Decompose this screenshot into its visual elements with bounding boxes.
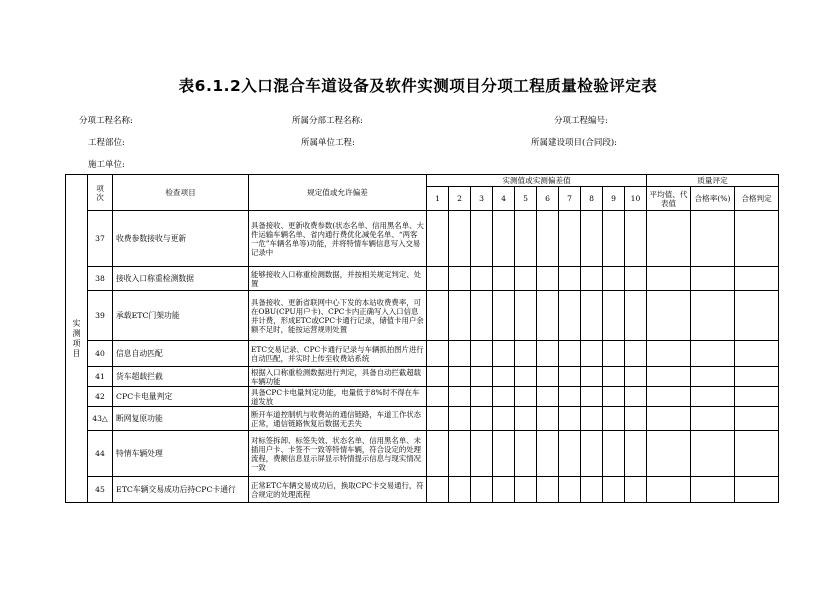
measured-value-cell[interactable] bbox=[625, 341, 647, 367]
measured-value-cell[interactable] bbox=[449, 291, 471, 341]
spec-text: ETC交易记录、CPC卡通行记录与车辆抓拍图片进行自动匹配，并实时上传至收费站系统 bbox=[249, 341, 427, 367]
evaluation-cell[interactable] bbox=[647, 477, 691, 503]
check-item: 信息自动匹配 bbox=[113, 341, 249, 367]
measured-value-cell[interactable] bbox=[625, 267, 647, 291]
measure-col-header: 10 bbox=[625, 187, 647, 211]
evaluation-cell[interactable] bbox=[647, 407, 691, 431]
evaluation-cell[interactable] bbox=[691, 477, 735, 503]
measured-value-cell[interactable] bbox=[427, 291, 449, 341]
measured-value-cell[interactable] bbox=[471, 367, 493, 387]
measured-value-cell[interactable] bbox=[625, 211, 647, 267]
measured-value-cell[interactable] bbox=[449, 367, 471, 387]
pass-rate-header: 合格率(%) bbox=[691, 187, 735, 211]
measured-value-cell[interactable] bbox=[471, 291, 493, 341]
measured-value-cell[interactable] bbox=[603, 367, 625, 387]
pass-judge-header: 合格判定 bbox=[735, 187, 779, 211]
measured-value-cell[interactable] bbox=[537, 211, 559, 267]
measured-value-cell[interactable] bbox=[603, 407, 625, 431]
measured-value-cell[interactable] bbox=[625, 291, 647, 341]
measured-value-cell[interactable] bbox=[471, 387, 493, 407]
measured-value-cell[interactable] bbox=[559, 341, 581, 367]
measured-value-cell[interactable] bbox=[427, 477, 449, 503]
measured-value-cell[interactable] bbox=[449, 387, 471, 407]
measured-value-cell[interactable] bbox=[581, 341, 603, 367]
division-name-label: 所属分部工程名称: bbox=[292, 116, 363, 126]
measured-value-cell[interactable] bbox=[427, 367, 449, 387]
measured-value-cell[interactable] bbox=[581, 477, 603, 503]
measured-value-cell[interactable] bbox=[537, 267, 559, 291]
measured-value-cell[interactable] bbox=[493, 431, 515, 477]
evaluation-cell[interactable] bbox=[735, 267, 779, 291]
spec-text: 正常ETC车辆交易成功后，换取CPC卡交易通行，符合规定的处理流程 bbox=[249, 477, 427, 503]
measured-value-cell[interactable] bbox=[559, 211, 581, 267]
measured-value-cell[interactable] bbox=[537, 431, 559, 477]
measured-value-cell[interactable] bbox=[625, 431, 647, 477]
measure-col-header: 2 bbox=[449, 187, 471, 211]
measured-value-cell[interactable] bbox=[493, 267, 515, 291]
quality-eval-header: 质量评定 bbox=[647, 175, 779, 187]
evaluation-cell[interactable] bbox=[647, 431, 691, 477]
evaluation-cell[interactable] bbox=[735, 291, 779, 341]
measured-value-cell[interactable] bbox=[493, 367, 515, 387]
evaluation-cell[interactable] bbox=[735, 431, 779, 477]
measured-value-cell[interactable] bbox=[493, 341, 515, 367]
measured-value-cell[interactable] bbox=[471, 211, 493, 267]
measure-col-header: 8 bbox=[581, 187, 603, 211]
item-number: 39 bbox=[88, 291, 113, 341]
table-row bbox=[66, 367, 779, 387]
inspection-table bbox=[65, 174, 779, 503]
evaluation-cell[interactable] bbox=[735, 387, 779, 407]
measured-value-cell[interactable] bbox=[537, 291, 559, 341]
spec-text: 断开车道控制机与收费站的通信链路，车道工作状态正常，通信链路恢复后数据无丢失 bbox=[249, 407, 427, 431]
item-number: 37 bbox=[88, 211, 113, 267]
measured-value-cell[interactable] bbox=[427, 387, 449, 407]
evaluation-cell[interactable] bbox=[691, 211, 735, 267]
spec-text: 具备接收、更新收费参数(状态名单、信用黑名单、大件运输车辆名单、省内通行费优化减免名单、“两客一危”车辆名单等)功能，并将特情车辆信息写入交易记录中 bbox=[249, 211, 427, 267]
table-row bbox=[66, 291, 779, 341]
measured-header: 实测值或实测偏差值 bbox=[427, 175, 647, 187]
item-number: 44 bbox=[88, 431, 113, 477]
evaluation-cell[interactable] bbox=[735, 477, 779, 503]
spec-text: 能够接收入口称重检测数据，并按相关规定判定、处置 bbox=[249, 267, 427, 291]
measured-value-cell[interactable] bbox=[559, 387, 581, 407]
measured-value-cell[interactable] bbox=[515, 407, 537, 431]
measured-value-cell[interactable] bbox=[449, 267, 471, 291]
evaluation-cell[interactable] bbox=[691, 431, 735, 477]
check-item: ETC车辆交易成功后持CPC卡通行 bbox=[113, 477, 249, 503]
evaluation-cell[interactable] bbox=[691, 341, 735, 367]
measured-value-cell[interactable] bbox=[559, 291, 581, 341]
measured-value-cell[interactable] bbox=[625, 387, 647, 407]
measured-value-cell[interactable] bbox=[515, 477, 537, 503]
table-row bbox=[66, 341, 779, 367]
table-row bbox=[66, 407, 779, 431]
item-no-header: 项次 bbox=[88, 175, 113, 211]
measure-col-header: 7 bbox=[559, 187, 581, 211]
evaluation-cell[interactable] bbox=[647, 367, 691, 387]
evaluation-cell[interactable] bbox=[647, 291, 691, 341]
measured-value-cell[interactable] bbox=[471, 407, 493, 431]
measured-value-cell[interactable] bbox=[603, 477, 625, 503]
measured-value-cell[interactable] bbox=[581, 267, 603, 291]
measured-value-cell[interactable] bbox=[581, 407, 603, 431]
construction-project-label: 所属建设项目(合同段): bbox=[531, 138, 617, 148]
spec-text: 具备接收、更新省联网中心下发的本站收费费率，可在OBU(CPU用户卡)、CPC卡内正确写入入口信息并计费，形成ETC或CPC卡通行记录，储值卡用户余额不足时，能按运营规则处置 bbox=[249, 291, 427, 341]
measured-value-cell[interactable] bbox=[449, 407, 471, 431]
measured-value-cell[interactable] bbox=[581, 211, 603, 267]
evaluation-cell[interactable] bbox=[691, 387, 735, 407]
check-item: 接收入口称重检测数据 bbox=[113, 267, 249, 291]
measured-value-cell[interactable] bbox=[449, 211, 471, 267]
measured-value-cell[interactable] bbox=[515, 387, 537, 407]
measure-col-header: 3 bbox=[471, 187, 493, 211]
evaluation-cell[interactable] bbox=[735, 407, 779, 431]
table-row bbox=[66, 431, 779, 477]
evaluation-cell[interactable] bbox=[691, 267, 735, 291]
spec-text: 具备CPC卡电量判定功能，电量低于8%时不得在车道发放 bbox=[249, 387, 427, 407]
measured-value-cell[interactable] bbox=[515, 291, 537, 341]
spec-text: 对标签拆卸、标签失效、状态名单、信用黑名单、未插用户卡、卡签不一致等特情车辆，符合设定的处理流程，费额信息显示屏显示特情提示信息与现实情况一致 bbox=[249, 431, 427, 477]
measured-value-cell[interactable] bbox=[449, 431, 471, 477]
measured-value-cell[interactable] bbox=[559, 477, 581, 503]
subproject-number-label: 分项工程编号: bbox=[554, 116, 608, 126]
check-item: 承载ETC门架功能 bbox=[113, 291, 249, 341]
average-header: 平均值、代表值 bbox=[647, 187, 691, 211]
measured-value-cell[interactable] bbox=[581, 431, 603, 477]
measured-value-cell[interactable] bbox=[471, 267, 493, 291]
measured-value-cell[interactable] bbox=[537, 367, 559, 387]
check-item: CPC卡电量判定 bbox=[113, 387, 249, 407]
table-row bbox=[66, 477, 779, 503]
measured-value-cell[interactable] bbox=[471, 477, 493, 503]
evaluation-cell[interactable] bbox=[647, 387, 691, 407]
measured-value-cell[interactable] bbox=[427, 407, 449, 431]
measured-value-cell[interactable] bbox=[603, 267, 625, 291]
item-number: 42 bbox=[88, 387, 113, 407]
table-row bbox=[66, 211, 779, 267]
measure-col-header: 5 bbox=[515, 187, 537, 211]
measured-value-cell[interactable] bbox=[581, 367, 603, 387]
subproject-name-label: 分项工程名称: bbox=[79, 116, 133, 126]
item-number: 38 bbox=[88, 267, 113, 291]
evaluation-cell[interactable] bbox=[691, 367, 735, 387]
measured-value-cell[interactable] bbox=[603, 211, 625, 267]
measured-value-cell[interactable] bbox=[493, 291, 515, 341]
measured-value-cell[interactable] bbox=[603, 341, 625, 367]
spec-header: 规定值或允许偏差 bbox=[249, 175, 427, 211]
measured-value-cell[interactable] bbox=[559, 407, 581, 431]
measured-value-cell[interactable] bbox=[537, 477, 559, 503]
unit-project-label: 所属单位工程: bbox=[301, 138, 355, 148]
measured-value-cell[interactable] bbox=[559, 367, 581, 387]
page-title: 表6.1.2入口混合车道设备及软件实测项目分项工程质量检验评定表 bbox=[178, 77, 658, 95]
measured-value-cell[interactable] bbox=[515, 367, 537, 387]
measured-value-cell[interactable] bbox=[493, 387, 515, 407]
measured-value-cell[interactable] bbox=[515, 431, 537, 477]
evaluation-cell[interactable] bbox=[735, 341, 779, 367]
measure-col-header: 6 bbox=[537, 187, 559, 211]
evaluation-cell[interactable] bbox=[691, 291, 735, 341]
measured-value-cell[interactable] bbox=[537, 407, 559, 431]
table-row bbox=[66, 387, 779, 407]
measured-value-cell[interactable] bbox=[625, 407, 647, 431]
measured-value-cell[interactable] bbox=[493, 477, 515, 503]
measure-col-header: 9 bbox=[603, 187, 625, 211]
check-item: 货车超载拦截 bbox=[113, 367, 249, 387]
measured-value-cell[interactable] bbox=[493, 407, 515, 431]
spec-text: 根据入口称重检测数据进行判定，具备自动拦截超载车辆功能 bbox=[249, 367, 427, 387]
measured-value-cell[interactable] bbox=[449, 477, 471, 503]
evaluation-cell[interactable] bbox=[691, 407, 735, 431]
table-row bbox=[66, 267, 779, 291]
measured-value-cell[interactable] bbox=[603, 387, 625, 407]
item-number: 45 bbox=[88, 477, 113, 503]
measured-value-cell[interactable] bbox=[603, 431, 625, 477]
measured-value-cell[interactable] bbox=[427, 431, 449, 477]
measured-value-cell[interactable] bbox=[537, 341, 559, 367]
check-item: 收费参数接收与更新 bbox=[113, 211, 249, 267]
check-item: 特情车辆处理 bbox=[113, 431, 249, 477]
measured-value-cell[interactable] bbox=[471, 431, 493, 477]
measured-value-cell[interactable] bbox=[515, 211, 537, 267]
evaluation-cell[interactable] bbox=[647, 267, 691, 291]
measured-value-cell[interactable] bbox=[559, 267, 581, 291]
measured-value-cell[interactable] bbox=[427, 211, 449, 267]
measured-value-cell[interactable] bbox=[537, 387, 559, 407]
measured-value-cell[interactable] bbox=[515, 341, 537, 367]
measured-value-cell[interactable] bbox=[449, 341, 471, 367]
measure-col-header: 1 bbox=[427, 187, 449, 211]
measured-value-cell[interactable] bbox=[625, 477, 647, 503]
measured-value-cell[interactable] bbox=[603, 291, 625, 341]
measured-value-cell[interactable] bbox=[471, 341, 493, 367]
evaluation-cell[interactable] bbox=[735, 211, 779, 267]
measured-value-cell[interactable] bbox=[581, 291, 603, 341]
item-number: 40 bbox=[88, 341, 113, 367]
measured-value-cell[interactable] bbox=[427, 341, 449, 367]
measured-value-cell[interactable] bbox=[559, 431, 581, 477]
measured-value-cell[interactable] bbox=[493, 211, 515, 267]
check-item: 断网复原功能 bbox=[113, 407, 249, 431]
item-number: 43△ bbox=[88, 407, 113, 431]
measured-value-cell[interactable] bbox=[581, 387, 603, 407]
item-number: 41 bbox=[88, 367, 113, 387]
evaluation-cell[interactable] bbox=[735, 367, 779, 387]
measure-col-header: 4 bbox=[493, 187, 515, 211]
evaluation-cell[interactable] bbox=[647, 341, 691, 367]
measured-value-cell[interactable] bbox=[515, 267, 537, 291]
contractor-label: 施工单位: bbox=[88, 160, 125, 170]
project-part-label: 工程部位: bbox=[88, 138, 125, 148]
evaluation-cell[interactable] bbox=[647, 211, 691, 267]
measured-value-cell[interactable] bbox=[427, 267, 449, 291]
section-label: 实 测 项 目 bbox=[66, 175, 88, 503]
check-item-header: 检查项目 bbox=[113, 175, 249, 211]
measured-value-cell[interactable] bbox=[625, 367, 647, 387]
